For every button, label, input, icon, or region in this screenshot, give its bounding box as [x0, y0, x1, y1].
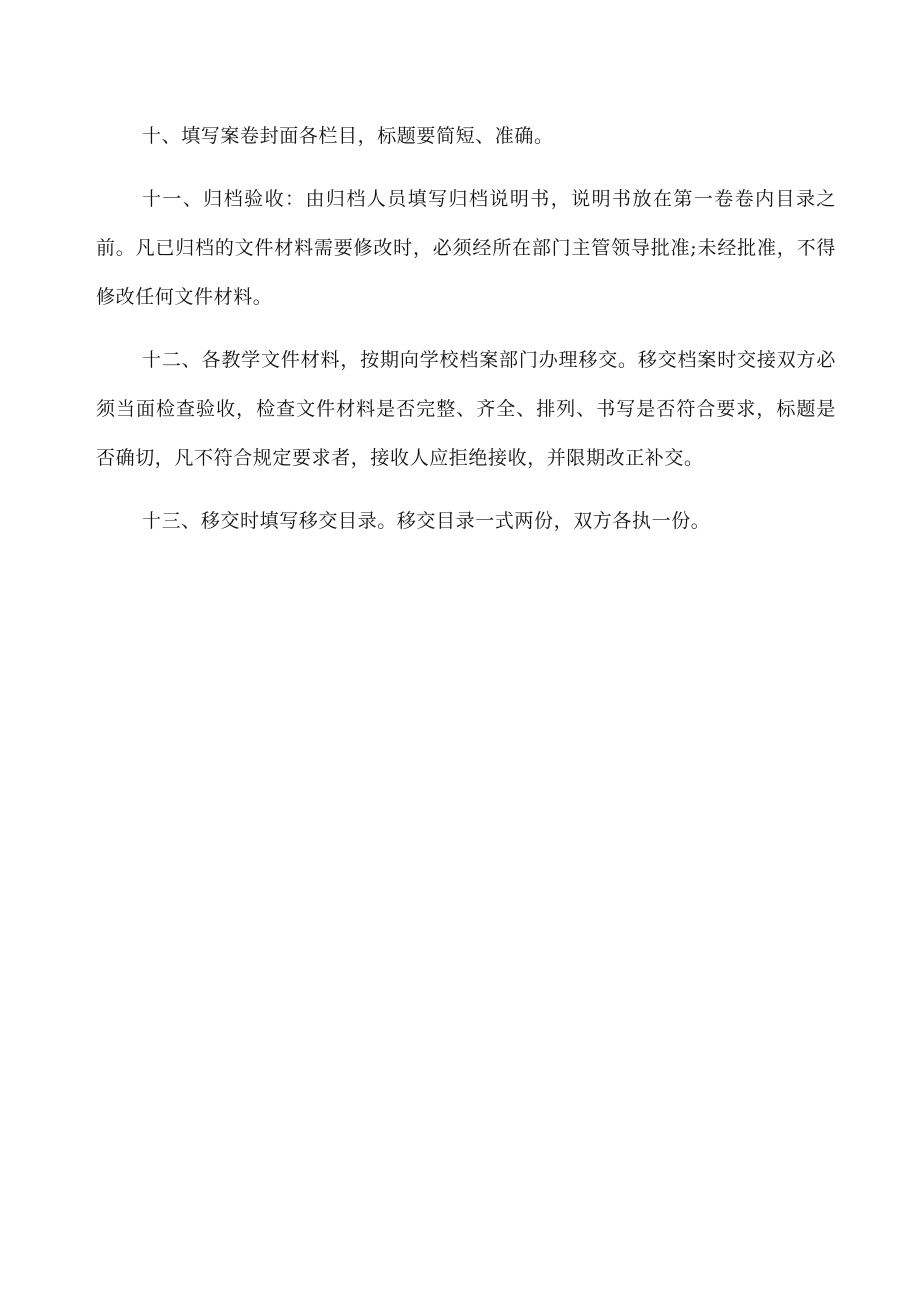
paragraph-12: 十二、各教学文件材料，按期向学校档案部门办理移交。移交档案时交接双方必须当面检查验收，检查文件材料是否完整、齐全、排列、书写是否符合要求，标题是否确切，凡不符合规定要求者，接收人应拒绝接收，并限期改正补交。 — [96, 349, 836, 469]
paragraph-10: 十、填写案卷封面各栏目，标题要简短、准确。 — [142, 125, 554, 147]
paragraph-11: 十一、归档验收：由归档人员填写归档说明书，说明书放在第一卷卷内目录之前。凡已归档的文件材料需要修改时，必须经所在部门主管领导批准;未经批准，不得修改任何文件材料。 — [96, 188, 836, 308]
document-page — [96, 112, 836, 560]
paragraph-13: 十三、移交时填写移交目录。移交目录一式两份，双方各执一份。 — [142, 510, 711, 532]
